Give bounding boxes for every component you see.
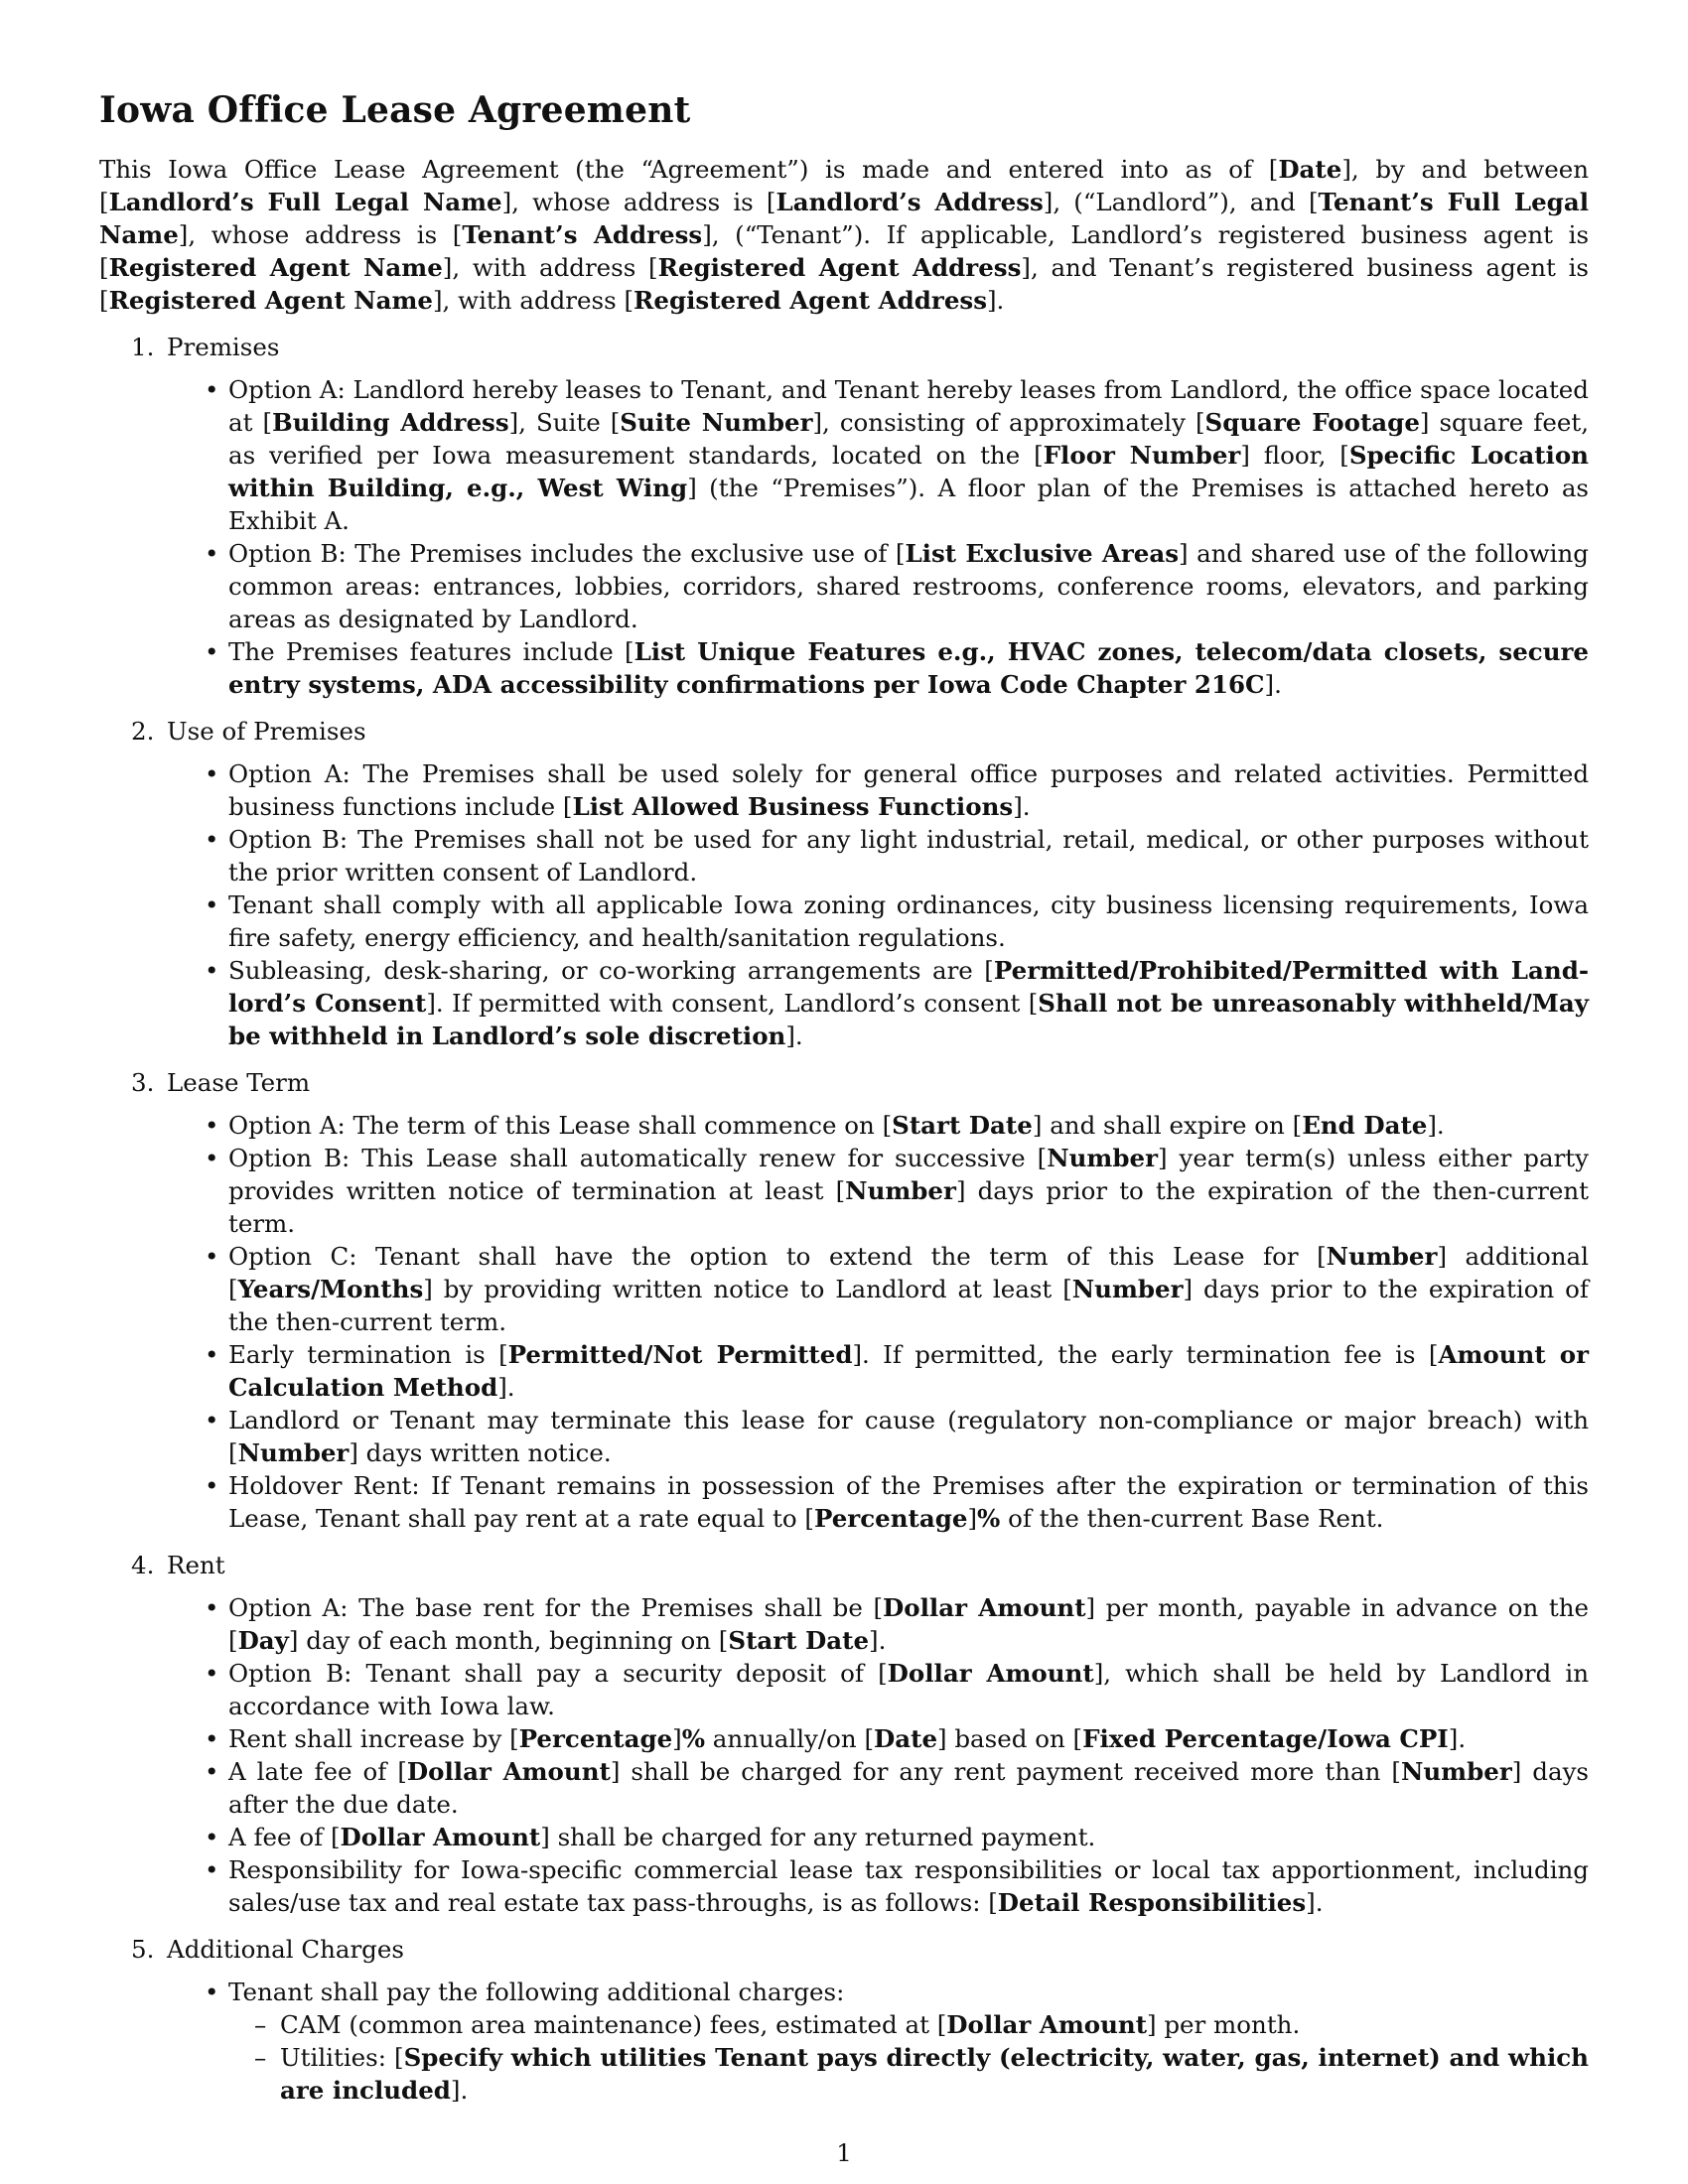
placeholder-field: Start Date bbox=[892, 1111, 1033, 1140]
placeholder-field: Number bbox=[1071, 1275, 1184, 1303]
section-number: 1. bbox=[131, 333, 155, 361]
clause-item: • Early termination is [Permitted/Not Permitted]. If permitted, the early termination fee is [Amount or Calculation Method]. bbox=[228, 1338, 1589, 1404]
section-number: 5. bbox=[131, 1935, 155, 1964]
placeholder-field: Number bbox=[1400, 1757, 1512, 1786]
clause-item: • Option C: Tenant shall have the option to extend the term of this Lease for [Number] additional [Years/Months] by providing written notice to Landlord at least [Number] days prior to the expiration of the then-current term. bbox=[228, 1240, 1589, 1338]
placeholder-field: % bbox=[977, 1504, 1001, 1533]
placeholder-field: Specify which utilities Tenant pays directly (electricity, water, gas, internet) and which are included bbox=[280, 2043, 1589, 2105]
placeholder-field: Landlord’s Address bbox=[775, 188, 1044, 216]
clause-text: Tenant shall pay the following additional charges: bbox=[228, 1978, 845, 2006]
clause-item: • Option A: Landlord hereby leases to Tenant, and Tenant hereby leases from Landlord, the office space located at [Building Address], Suite [Suite Number], consisting of approximately [Square Footage] square feet, as verified per Iowa measurement standards, located on the [Floor Number] floor, [Specific Location within Building, e.g., West Wing] (the “Premises”). A floor plan of the Premises is attached hereto as Exhibit A. bbox=[228, 373, 1589, 537]
clause-item: • Responsibility for Iowa-specific commercial lease tax responsibilities or local tax apportionment, including sales/use tax and real estate tax pass-throughs, is as follows: [Detail Responsibilities]. bbox=[228, 1853, 1589, 1919]
placeholder-field: Date bbox=[874, 1724, 938, 1753]
placeholder-field: Shall not be unreasonably withheld/May be withheld in Landlord’s sole discretion bbox=[228, 989, 1590, 1050]
placeholder-field: Square Footage bbox=[1204, 408, 1420, 437]
placeholder-field: Registered Agent Address bbox=[657, 253, 1022, 282]
clause-item: • Option B: The Premises includes the exclusive use of [List Exclusive Areas] and shared use of the following common areas: entrances, lobbies, corridors, shared restrooms, conference rooms, elevators, and parking areas as designated by Landlord. bbox=[228, 537, 1589, 635]
placeholder-field: Start Date bbox=[728, 1626, 870, 1655]
sub-clause-item: – CAM (common area maintenance) fees, estimated at [Dollar Amount] per month. bbox=[280, 2008, 1589, 2041]
placeholder-field: List Allowed Business Functions bbox=[572, 792, 1014, 821]
clause-item: • Holdover Rent: If Tenant remains in possession of the Premises after the expiration or termination of this Lease, Tenant shall pay rent at a rate equal to [Percentage]% of the then-current Base Rent. bbox=[228, 1469, 1589, 1535]
clause-list bbox=[167, 1976, 1589, 2107]
clause-item: • Subleasing, desk-sharing, or co-working arrangements are [Permitted/Prohibited/Permitted with Landlord’s Consent]. If permitted with consent, Landlord’s consent [Shall not be unreasonably withheld/May be withheld in Landlord’s sole discretion]. bbox=[228, 954, 1589, 1052]
placeholder-field: Dollar Amount bbox=[406, 1757, 611, 1786]
placeholder-field: Building Address bbox=[272, 408, 509, 437]
page-number: 1 bbox=[836, 2138, 852, 2167]
placeholder-field: Floor Number bbox=[1043, 441, 1241, 470]
placeholder-field: End Date bbox=[1302, 1111, 1428, 1140]
document-title: Iowa Office Lease Agreement bbox=[99, 89, 691, 131]
placeholder-field: Dollar Amount bbox=[887, 1659, 1094, 1688]
clause-list bbox=[167, 373, 1589, 701]
placeholder-field: Percentage bbox=[518, 1724, 673, 1753]
placeholder-field: % bbox=[681, 1724, 706, 1753]
section-lease-term bbox=[131, 1066, 1590, 1535]
placeholder-field: Percentage bbox=[813, 1504, 968, 1533]
clause-item: • Option B: The Premises shall not be used for any light industrial, retail, medical, or other purposes without the prior written consent of Landlord. bbox=[228, 823, 1589, 888]
placeholder-field: Suite Number bbox=[620, 408, 813, 437]
section-title: Use of Premises bbox=[167, 717, 366, 746]
clause-item: • Tenant shall comply with all applicable Iowa zoning ordinances, city business licensing requirements, Iowa fire safety, energy efficiency, and health/sanitation regulations. bbox=[228, 888, 1589, 954]
placeholder-field: Detail Responsibilities bbox=[997, 1888, 1307, 1917]
placeholder-field: Number bbox=[845, 1176, 956, 1205]
section-number: 4. bbox=[131, 1551, 155, 1579]
placeholder-field: Specific Location within Building, e.g., West Wing bbox=[228, 441, 1589, 502]
placeholder-field: Amount or Calculation Method bbox=[228, 1340, 1590, 1402]
sub-clause-item: – Utilities: [Specify which utilities Tenant pays directly (electricity, water, gas, internet) and which are included]. bbox=[280, 2041, 1589, 2107]
section-title: Additional Charges bbox=[167, 1935, 404, 1964]
placeholder-field: Dollar Amount bbox=[883, 1593, 1086, 1622]
clause-item: • Option A: The Premises shall be used solely for general office purposes and related activities. Permitted business functions include [List Allowed Business Functions]. bbox=[228, 757, 1589, 823]
section-number: 3. bbox=[131, 1068, 155, 1097]
placeholder-field: List Exclusive Areas bbox=[905, 539, 1180, 568]
placeholder-field: Tenant’s Address bbox=[462, 220, 703, 249]
clause-list bbox=[167, 1591, 1589, 1919]
intro-paragraph: This Iowa Office Lease Agreement (the “Agreement”) is made and entered into as of [Date], by and between [Landlord’s Full Legal Name], whose address is [Landlord’s Address], (“Landlord”), and [Tenant’s Full Legal Name], whose address is [Tenant’s Address], (“Tenant”). If applicable, Landlord’s registered business agent is [Registered Agent Name], with address [Registered Agent Address], and Tenant’s registered business agent is [Registered Agent Name], with address [Registered Agent Address]. bbox=[99, 155, 1590, 315]
clause-item: • Option B: This Lease shall automatically renew for successive [Number] year term(s) unless either party provides written notice of termination at least [Number] days prior to the expiration of the then-current term. bbox=[228, 1142, 1589, 1240]
placeholder-field: Registered Agent Name bbox=[108, 253, 443, 282]
placeholder-field: Number bbox=[1326, 1242, 1438, 1271]
section-rent bbox=[131, 1549, 1590, 1919]
section-premises bbox=[131, 331, 1590, 701]
clause-item: • Option B: Tenant shall pay a security deposit of [Dollar Amount], which shall be held by Landlord in accordance with Iowa law. bbox=[228, 1657, 1589, 1722]
placeholder-field: Number bbox=[237, 1438, 350, 1467]
section-title: Lease Term bbox=[167, 1068, 311, 1097]
section-list bbox=[99, 331, 1589, 2107]
placeholder-field: Registered Agent Address bbox=[633, 286, 987, 315]
clause-item bbox=[228, 1976, 1589, 2107]
clause-item: • Landlord or Tenant may terminate this lease for cause (regulatory non-compliance or major breach) with [Number] days written notice. bbox=[228, 1404, 1589, 1469]
placeholder-field: Fixed Percentage/Iowa CPI bbox=[1082, 1724, 1449, 1753]
clause-item: • Option A: The term of this Lease shall commence on [Start Date] and shall expire on [End Date]. bbox=[228, 1109, 1589, 1142]
placeholder-field: Date bbox=[1278, 155, 1342, 184]
placeholder-field: Number bbox=[1047, 1144, 1158, 1172]
clause-item: • A fee of [Dollar Amount] shall be charged for any returned payment. bbox=[228, 1821, 1589, 1853]
clause-list bbox=[167, 1109, 1589, 1535]
section-title: Rent bbox=[167, 1551, 225, 1579]
clause-item: • Option A: The base rent for the Premises shall be [Dollar Amount] per month, payable in advance on the [Day] day of each month, beginning on [Start Date]. bbox=[228, 1591, 1589, 1657]
section-use-of-premises bbox=[131, 715, 1590, 1052]
placeholder-field: Years/Months bbox=[237, 1275, 424, 1303]
clause-item: • A late fee of [Dollar Amount] shall be charged for any rent payment received more than [Number] days after the due date. bbox=[228, 1755, 1589, 1821]
section-title: Premises bbox=[167, 333, 280, 361]
placeholder-field: Dollar Amount bbox=[946, 2010, 1148, 2039]
placeholder-field: List Unique Features e.g., HVAC zones, telecom/data closets, secure entry systems, ADA accessibility confirmations per Iowa Code Chapter 216C bbox=[228, 637, 1590, 699]
placeholder-field: Tenant’s Full Legal Name bbox=[99, 188, 1589, 249]
placeholder-field: Permitted/Prohibited/Permitted with Landlord’s Consent bbox=[228, 956, 1589, 1018]
placeholder-field: Day bbox=[237, 1626, 289, 1655]
placeholder-field: Landlord’s Full Legal Name bbox=[108, 188, 502, 216]
sub-clause-list bbox=[228, 2008, 1589, 2107]
placeholder-field: Registered Agent Name bbox=[108, 286, 433, 315]
placeholder-field: Dollar Amount bbox=[340, 1823, 541, 1851]
placeholder-field: Permitted/Not Permitted bbox=[507, 1340, 853, 1369]
clause-list bbox=[167, 757, 1589, 1052]
section-number: 2. bbox=[131, 717, 155, 746]
section-additional-charges bbox=[131, 1933, 1589, 2107]
clause-item: • The Premises features include [List Unique Features e.g., HVAC zones, telecom/data closets, secure entry systems, ADA accessibility confirmations per Iowa Code Chapter 216C]. bbox=[228, 635, 1589, 701]
clause-item: • Rent shall increase by [Percentage]% annually/on [Date] based on [Fixed Percentage/Iowa CPI]. bbox=[228, 1722, 1589, 1755]
